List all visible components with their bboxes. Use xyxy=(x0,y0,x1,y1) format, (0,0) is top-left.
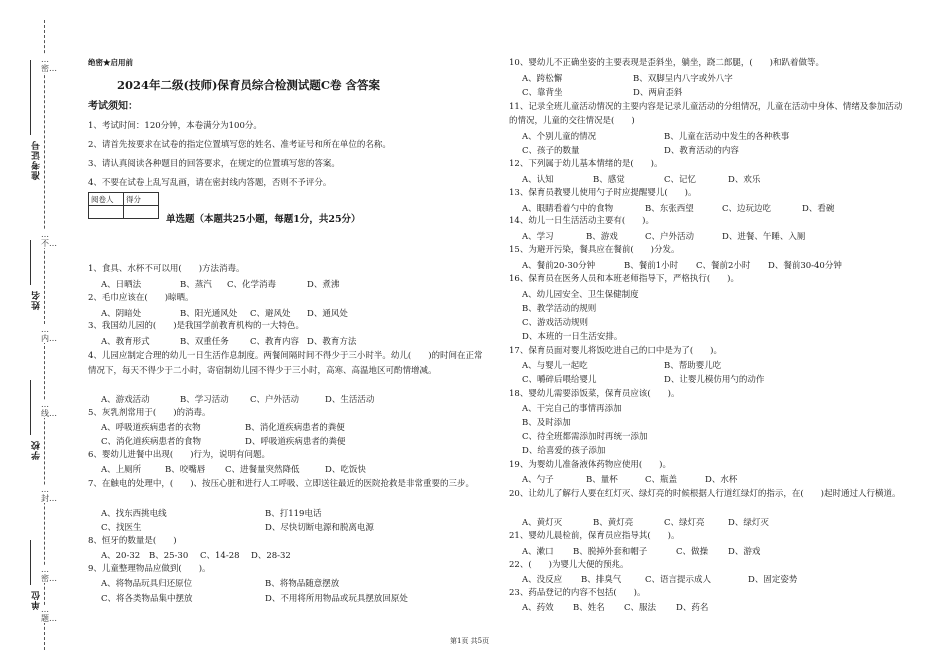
notice-heading: 考试须知： xyxy=(88,101,138,112)
seal-word: …内… xyxy=(41,325,60,343)
seal-word: …密… xyxy=(41,55,60,73)
option[interactable]: B、蒸汽 xyxy=(180,280,212,290)
option[interactable]: B、姓名 xyxy=(573,603,605,613)
option[interactable]: B、东张西望 xyxy=(645,204,694,214)
option[interactable]: B、学习活动 xyxy=(180,395,229,405)
option[interactable]: A、跨松懈 xyxy=(522,74,563,84)
unit-label: 单位 xyxy=(32,590,42,610)
school-label: 学校 xyxy=(32,440,42,460)
section-heading: 单选题（本题共25小题，每题1分，共25分） xyxy=(166,214,361,225)
option[interactable]: D、通风处 xyxy=(307,309,348,319)
option[interactable]: A、餐前20-30分钟 xyxy=(522,261,596,271)
option[interactable]: D、呼吸道疾病患者的粪便 xyxy=(245,437,346,447)
question-1: 1、食具、水杯不可以用( )方法消毒。 xyxy=(88,264,245,274)
question-23: 23、药品登记的内容不包括( )。 xyxy=(509,588,646,598)
option[interactable]: B、将物品随意摆放 xyxy=(265,579,340,589)
option[interactable]: C、将各类物品集中摆放 xyxy=(101,594,193,604)
option[interactable]: A、找东西挑电线 xyxy=(101,509,167,519)
option[interactable]: D、绿灯灭 xyxy=(728,518,769,528)
question-11: 11、记录全班儿童活动情况的主要内容是记录儿童活动的分组情况，儿童在活动中身体、情绪及参加活动的情况，儿童的交往情况是( ) xyxy=(509,102,903,126)
seal-word: …封… xyxy=(41,485,60,503)
option[interactable]: C、边玩边吃 xyxy=(722,204,772,214)
option[interactable]: D、水杯 xyxy=(705,475,738,485)
option[interactable]: A、药效 xyxy=(522,603,554,613)
question-13: 13、保育员教婴儿使用勺子时应提醒婴儿( )。 xyxy=(509,188,697,198)
option[interactable]: C、做操 xyxy=(676,547,709,557)
option[interactable]: C、绿灯亮 xyxy=(664,518,705,528)
question-9: 9、儿童整理物品应做到( )。 xyxy=(88,564,211,574)
secret-mark: 绝密★启用前 xyxy=(88,58,133,67)
option[interactable]: A、学习 xyxy=(522,232,554,242)
option[interactable]: D、餐前30-40分钟 xyxy=(768,261,842,271)
option[interactable]: A、教育形式 xyxy=(101,337,150,347)
option[interactable]: D、28-32 xyxy=(251,551,291,561)
option[interactable]: A、上厕所 xyxy=(101,465,142,475)
option[interactable]: C、进餐量突然降低 xyxy=(225,465,300,475)
option[interactable]: D、生活活动 xyxy=(325,395,375,405)
option[interactable]: B、脱掉外套和帽子 xyxy=(573,547,648,557)
option[interactable]: A、呼吸道疾病患者的衣物 xyxy=(101,423,201,433)
option[interactable]: D、看碗 xyxy=(802,204,835,214)
name-field[interactable] xyxy=(30,240,31,285)
name-label: 姓名 xyxy=(32,290,42,310)
option[interactable]: B、教学活动的规则 xyxy=(522,304,597,314)
question-3: 3、我国幼儿园的( )是我国学前教育机构的一大特色。 xyxy=(88,321,305,331)
notice-item: 4、不要在试卷上乱写乱画，请在密封线内答题，否则不予评分。 xyxy=(88,178,332,188)
option[interactable]: A、幼儿园安全、卫生保健制度 xyxy=(522,290,639,300)
question-8: 8、恒牙的数量是( ) xyxy=(88,536,177,546)
option[interactable]: B、25-30 xyxy=(149,551,189,561)
notice-item: 3、请认真阅读各种题目的回答要求，在规定的位置填写您的答案。 xyxy=(88,159,340,169)
option[interactable]: C、靠背坐 xyxy=(522,88,563,98)
seal-word: …线… xyxy=(41,400,60,418)
option[interactable]: B、阳光通风处 xyxy=(180,309,238,319)
option[interactable]: A、黄灯灭 xyxy=(522,518,563,528)
option[interactable]: B、感觉 xyxy=(593,175,625,185)
question-7: 7、在触电的处理中，( )、按压心脏和进行人工呼吸、立即送往最近的医院抢救是非常重要的三步。 xyxy=(88,479,475,489)
option[interactable]: D、药名 xyxy=(676,603,709,613)
option[interactable]: C、14-28 xyxy=(200,551,240,561)
option[interactable]: D、让婴儿模仿用勺的动作 xyxy=(664,375,765,385)
option[interactable]: D、欢乐 xyxy=(728,175,761,185)
option[interactable]: B、咬嘴唇 xyxy=(165,465,206,475)
question-15: 15、为避开污染，餐具应在餐前( )分发。 xyxy=(509,245,680,255)
option[interactable]: D、固定姿势 xyxy=(748,575,798,585)
option[interactable]: B、餐前1小时 xyxy=(624,261,679,271)
option[interactable]: C、消化道疾病患者的食物 xyxy=(101,437,202,447)
option[interactable]: B、黄灯亮 xyxy=(593,518,634,528)
question-17: 17、保育员面对婴儿将饭吃进自己的口中是为了( )。 xyxy=(509,346,722,356)
question-14: 14、幼儿一日生活活动主要有( )。 xyxy=(509,216,654,226)
option[interactable]: B、帮助婴儿吃 xyxy=(664,361,722,371)
option[interactable]: B、双脚呈内八字或外八字 xyxy=(633,74,733,84)
option[interactable]: C、游戏活动规则 xyxy=(522,318,589,328)
question-16: 16、保育员在医务人员和本班老师指导下，严格执行( )。 xyxy=(509,274,739,284)
seal-word: …题… xyxy=(41,605,60,623)
option[interactable]: C、避风处 xyxy=(250,309,291,319)
question-18: 18、婴幼儿需要添饭菜，保育员应该( )。 xyxy=(509,389,680,399)
option[interactable]: C、孩子的数量 xyxy=(522,146,580,156)
grader-label: 阅卷人 xyxy=(89,193,124,206)
option[interactable]: B、游戏 xyxy=(586,232,618,242)
question-6: 6、婴幼儿进餐中出现( )行为，说明有问题。 xyxy=(88,450,271,460)
option[interactable]: B、及时添加 xyxy=(522,418,571,428)
option[interactable]: C、户外活动 xyxy=(250,395,300,405)
option[interactable]: B、排臭气 xyxy=(581,575,622,585)
question-10: 10、婴幼儿不正确坐姿的主要表现是歪斜坐，躺坐，跷二郎腿，( )和趴着做等。 xyxy=(509,58,824,68)
option[interactable]: D、教育活动的内容 xyxy=(664,146,739,156)
option[interactable]: D、吃饭快 xyxy=(325,465,366,475)
option[interactable]: D、两肩歪斜 xyxy=(633,88,683,98)
score-label: 得分 xyxy=(124,193,159,206)
question-21: 21、婴幼儿晨检前，保育员应指导其( )。 xyxy=(509,531,680,541)
option[interactable]: D、给喜爱的孩子添加 xyxy=(522,446,606,456)
option[interactable]: C、找医生 xyxy=(101,523,142,533)
option[interactable]: A、将物品玩具归还原位 xyxy=(101,579,193,589)
option[interactable]: A、与婴儿一起吃 xyxy=(522,361,588,371)
question-20: 20、让幼儿了解行人要在红灯灭、绿灯亮的时候根据人行道红绿灯的指示，在( )起时通过人行横道。 xyxy=(509,489,901,499)
option[interactable]: A、阴暗处 xyxy=(101,309,142,319)
option[interactable]: A、认知 xyxy=(522,175,554,185)
score-cell[interactable] xyxy=(124,206,159,219)
score-table xyxy=(88,192,159,219)
option[interactable]: C、语言提示成人 xyxy=(645,575,712,585)
option[interactable]: B、双重任务 xyxy=(180,337,229,347)
question-2: 2、毛巾应该在( )晾晒。 xyxy=(88,293,194,303)
seal-word: …密… xyxy=(41,565,60,583)
option[interactable]: D、本班的一日生活安排。 xyxy=(522,332,623,342)
option[interactable]: D、游戏 xyxy=(728,547,761,557)
option[interactable]: D、不用将所用物品或玩具摆放回原处 xyxy=(265,594,408,604)
notice-item: 2、请首先按要求在试卷的指定位置填写您的姓名、准考证号和所在单位的名称。 xyxy=(88,140,391,150)
option[interactable]: A、眼睛看着勺中的食物 xyxy=(522,204,614,214)
option[interactable]: B、量杯 xyxy=(586,475,618,485)
question-5: 5、灰乳剂常用于( )的消毒。 xyxy=(88,408,211,418)
option[interactable]: C、户外活动 xyxy=(645,232,695,242)
school-field[interactable] xyxy=(30,380,31,435)
option[interactable]: C、教育内容 xyxy=(250,337,300,347)
option[interactable]: A、漱口 xyxy=(522,547,554,557)
option[interactable]: A、20-32 xyxy=(101,551,141,561)
option[interactable]: A、日晒法 xyxy=(101,280,142,290)
binding-margin xyxy=(0,0,60,671)
grader-cell[interactable] xyxy=(89,206,124,219)
question-19: 19、为婴幼儿准备液体药物应使用( )。 xyxy=(509,460,671,470)
option[interactable]: A、勺子 xyxy=(522,475,554,485)
exam-id-label: 准考证号 xyxy=(32,140,42,180)
option[interactable]: B、儿童在活动中发生的各种秩事 xyxy=(664,132,790,142)
seal-word: …不… xyxy=(41,230,60,248)
option[interactable]: C、待全班都需添加时再统一添加 xyxy=(522,432,648,442)
option[interactable]: B、消化道疾病患者的粪便 xyxy=(245,423,345,433)
option[interactable]: D、尽快切断电源和脱离电源 xyxy=(265,523,374,533)
option[interactable]: B、打119电话 xyxy=(265,509,322,519)
question-12: 12、下列属于幼儿基本情绪的是( )。 xyxy=(509,159,663,169)
page-number: 第1页 共5页 xyxy=(450,637,490,645)
question-22: 22、( )为婴儿大便的预兆。 xyxy=(509,560,629,570)
unit-field[interactable] xyxy=(30,540,31,585)
option[interactable]: C、餐前2小时 xyxy=(696,261,751,271)
option[interactable]: C、嚼碎后喂给婴儿 xyxy=(522,375,597,385)
option[interactable]: D、煮沸 xyxy=(307,280,340,290)
notice-item: 1、考试时间：120分钟，本卷满分为100分。 xyxy=(88,121,262,131)
option[interactable]: C、化学消毒 xyxy=(227,280,277,290)
option[interactable]: A、干完自己的事情再添加 xyxy=(522,404,622,414)
option[interactable]: C、瓶盖 xyxy=(645,475,678,485)
page-title: 2024年二级(技师)保育员综合检测试题C卷 含答案 xyxy=(117,78,381,92)
question-4: 4、儿园应制定合理的幼儿一日生活作息制度。两餐间隔时间不得少于三小时半。幼儿( )的时间在正常情况下，每天不得少于二小时，寄宿制幼儿园不得少于三小时，高寒、高温地区可酌情增减。 xyxy=(88,351,483,376)
exam-id-field[interactable] xyxy=(30,60,31,135)
option[interactable]: D、进餐、午睡、入厕 xyxy=(722,232,806,242)
option[interactable]: A、游戏活动 xyxy=(101,395,150,405)
option[interactable]: D、教育方法 xyxy=(307,337,357,347)
option[interactable]: A、个别儿童的情况 xyxy=(522,132,597,142)
option[interactable]: C、记忆 xyxy=(664,175,697,185)
option[interactable]: A、没反应 xyxy=(522,575,563,585)
option[interactable]: C、服法 xyxy=(624,603,657,613)
